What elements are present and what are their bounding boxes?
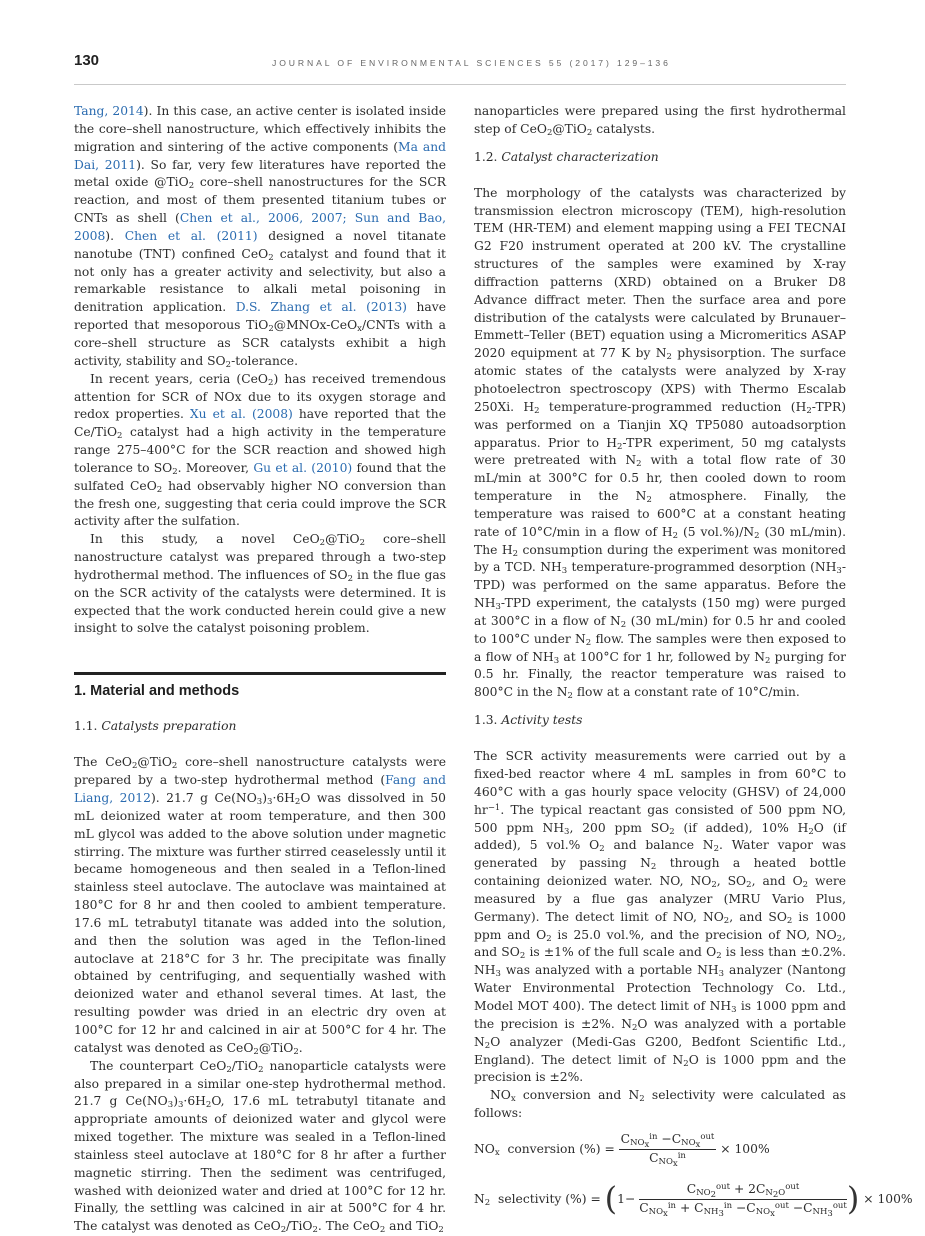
section-title: 1. Material and methods xyxy=(74,683,240,700)
subsection-heading: 1.2. Catalyst characterization xyxy=(474,149,659,164)
page-number: 130 xyxy=(74,52,100,69)
journal-header: JOURNAL OF ENVIRONMENTAL SCIENCES 55 (2017) 129–136 xyxy=(272,58,671,68)
citation-link[interactable]: Chen et al., 2006, 2007; Sun and Bao, 2008 xyxy=(74,211,446,243)
paragraph-intro-cont: Tang, 2014). In this case, an active center is isolated inside the core–shell nanostructure, which effectively inhibits the migration and sintering of the active components (Ma and Dai, 2011). So far, very few literatures have reported the metal oxide @TiO$_2$ core–shell nanostructures for the SCR reaction, and most of them presented titanium tubes or CNTs as shell (Chen et al., 2006, 2007; Sun and Bao, 2008). Chen et al. (2011) designed a novel titanate nanotube (TNT) confined CeO$_2$ catalyst and found that it not only has a greater activity and selectivity, but also a remarkable resistance to alkali metal poisoning in denitration application. D.S. Zhang et al. (2013) have reported that mesoporous TiO$_2$@MNOx-CeO$_x$/CNTs with a core–shell structure as SCR catalysts exhibit a high activity, stability and $SO_2$-tolerance. xyxy=(74,104,446,370)
citation-link[interactable]: Chen et al. (2011) xyxy=(124,228,258,243)
citation-link[interactable]: Xu et al. (2008) xyxy=(189,407,293,422)
citation-link[interactable]: D.S. Zhang et al. (2013) xyxy=(235,300,407,315)
header-rule xyxy=(74,84,846,85)
paragraph-nanoparticles: nanoparticles were prepared using the first hydrothermal step of CeO$_2$@TiO$_2$ catalysts. xyxy=(474,104,846,138)
citation-link[interactable]: Tang, 2014 xyxy=(74,104,144,118)
citation-link[interactable]: Fang and Liang, 2012 xyxy=(74,773,446,805)
paragraph-characterization: The morphology of the catalysts was characterized by transmission electron microscopy (TEM), high-resolution TEM (HR-TEM) and element mapping using a FEI TECNAI G2 F20 instrument operated at 200 kV. The crystalline structures of the samples were examined by X-ray diffraction patterns (XRD) obtained on a Bruker D8 Advance diffract meter. Then the surface area and pore distribution of the catalysts were calculated by Brunauer–Emmett–Teller (BET) equation using a Micromeritics ASAP 2020 equipment at 77 K by $N_2$ physisorption. The surface atomic states of the catalysts were analyzed by X-ray photoelectron spectroscopy (XPS) with Thermo Escalab 250Xi. $H_2$ temperature-programmed reduction $(H_2-TPR)$ was performed on a Tianjin XQ TP5080 autoadsorption apparatus. Prior to $H_2$-TPR experiment, 50 mg catalysts were pretreated with $N_2$ with a total flow rate of 30 mL/min at 300°C for 0.5 hr, then cooled down to room temperature in the $N_2$ atmosphere. Finally, the temperature was raised to 600°C at a constant heating rate of 10°C/min in a flow of $H_2$ (5 $vol.\%)/N_2$ (30 mL/min). The $H_2$ consumption during the experiment was monitored by a TCD. $NH_3$ temperature-programmed desorption $(NH_3-TPD)$ was performed on the same apparatus. Before the $NH_3$-TPD experiment, the catalysts (150 mg) were purged at 300°C in a flow of $N_2$ (30 mL/min) for 0.5 hr and cooled to 100°C under $N_2$ flow. The samples were then exposed to a flow of $NH_3$ at 100°C for 1 hr, followed by $N_2$ purging for 0.5 hr. Finally, the reactor temperature was raised to 800°C in the $N_2$ flow at a constant rate of 10°C/min. xyxy=(474,185,847,702)
paragraph-study: In this study, a novel CeO$_2$@TiO$_2$ core–shell nanostructure catalyst was prepared through a two-step hydrothermal method. The influences of $SO_2$ in the flue gas on the SCR activity of the catalysts were determined. It is expected that the work conducted herein could give a new insight to solve the catalyst poisoning problem. xyxy=(74,532,446,636)
paragraph-counterpart: The counterpart CeO$_2$/TiO$_2$ nanoparticle catalysts were also prepared in a similar one-step hydrothermal method. 21.7 g $Ce(NO_3)_3\cdot 6H_2O$, 17.6 mL tetrabutyl titanate and appropriate amounts of deionized water and glycol were mixed together. The mixture was sealed in a Teflon-lined stainless steel autoclave at 180°C for 8 hr after a further magnetic stirring. Then the sediment was centrifuged, washed with deionized water and dried at 100°C for 12 hr. Finally, the settling was calcined in air at 500°C for 4 hr. The catalyst was denoted as CeO$_2$/TiO$_2$. The CeO$_2$ and TiO$_2$ xyxy=(74,1058,446,1236)
paragraph-activity: The SCR activity measurements were carried out by a fixed-bed reactor where 4 mL samples in from 60°C to 460°C with a gas hourly space velocity (GHSV) of 24,000 $hr^{-1}$. The typical reactant gas consisted of 500 ppm NO, 500 ppm $NH_3$, 200 ppm $SO_2$ (if added), 10% $H_2O$ (if added), 5 vol.% $O_2$ and balance $N_2$. Water vapor was generated by passing $N_2$ through a heated bottle containing deionized water. NO, $NO_2$, $SO_2$, and $O_2$ were measured by a flue gas analyzer (MRU Vario Plus, Germany). The detect limit of NO, $NO_2$, and $SO_2$ is 1000 ppm and $O_2$ is 25.0 vol.%, and the precision of NO, $NO_2$, and $SO_2$ is ±1% of the full scale and $O_2$ is less than ±0.2%. $NH_3$ was analyzed with a portable $NH_3$ analyzer (Nantong Water Environmental Protection Technology Co. Ltd., Model MOT 400). The detect limit of $NH_3$ is 1000 ppm and the precision is ±2%. $N_2O$ was analyzed with a portable $N_2O$ analyzer (Medi-Gas G200, Bedfont Scientific Ltd., England). The detect limit of $N_2O$ is 1000 ppm and the precision is ±2%. xyxy=(474,749,847,1085)
citation-link[interactable]: Ma and Dai, 2011 xyxy=(74,139,446,172)
subsection-heading: 1.3. Activity tests xyxy=(474,713,583,728)
paragraph-prep: The CeO$_2$@TiO$_2$ core–shell nanostructure catalysts were prepared by a two-step hydrothermal method (Fang and Liang, 2012). 21.7 g $Ce(NO_3)_3\cdot 6H_2O$ was dissolved in 50 mL deionized water at room temperature, and then 300 mL glycol was added to the above solution under magnetic stirring. The mixture was further stirred ceaselessly until it became homogeneous and then sealed in a Teflon-lined stainless steel autoclave. The autoclave was maintained at 180°C for 8 hr and then cooled to ambient temperature. 17.6 mL tetrabutyl titanate was added into the solution, and then the solution was aged in the Teflon-lined autoclave at 218°C for 3 hr. The precipitate was finally obtained by centrifuging, and sequentially washed with deionized water and ethanol several times. At last, the resulting powder was dried in an electric dry oven at 100°C for 12 hr and calcined in air at 500°C for 4 hr. The catalyst was denoted as CeO$_2$@TiO$_2$. xyxy=(74,755,446,1057)
paragraph-ceria: In recent years, ceria (CeO$_2$) has received tremendous attention for SCR of NOx due to its oxygen storage and redox properties. Xu et al. (2008) have reported that the Ce/TiO$_2$ catalyst had a high activity in the temperature range 275–400°C for the SCR reaction and showed high tolerance to $SO_2$. Moreover, Gu et al. (2010) found that the sulfated CeO$_2$ had observably higher NO conversion than the fresh one, suggesting that ceria could improve the SCR activity after the sulfation. xyxy=(74,371,446,529)
fraction: $\frac{C_{NO_x}^{in} -C_{NO_x}^{out}}{C_{NO_x}^{in}}$ xyxy=(620,1131,715,1169)
equation-nox-conversion: $NO_x$ conversion (%) = $\frac{C_{NO_x}^{in} -C_{NO_x}^{out}}{C_{NO_x}^{in}}$ × 100% xyxy=(474,1131,770,1169)
equation-n2-selectivity: $N_2$ selectivity (%) = (1− $\frac{C_{NO_2}^{out} + 2C_{N_2O}^{out}}{C_{NO_x}^{in} + C_{NH_3}^{in} -C_{NO_x}^{out} -C_{NH_3}^{out}}$ ) × 100% xyxy=(474,1179,913,1219)
subsection-heading: 1.1. Catalysts preparation xyxy=(74,719,237,734)
paragraph-formula-intro: $NO_x$ conversion and $N_2$ selectivity were calculated as follows: xyxy=(474,1088,846,1121)
fraction: $\frac{C_{NO_2}^{out} + 2C_{N_2O}^{out}}{C_{NO_x}^{in} + C_{NH_3}^{in} -C_{NO_x}^{out} -C_{NH_3}^{out}}$ xyxy=(639,1181,847,1219)
section-rule xyxy=(74,672,446,675)
left-column xyxy=(74,103,446,1236)
citation-link[interactable]: Gu et al. (2010) xyxy=(253,460,353,475)
right-column xyxy=(474,103,913,1227)
